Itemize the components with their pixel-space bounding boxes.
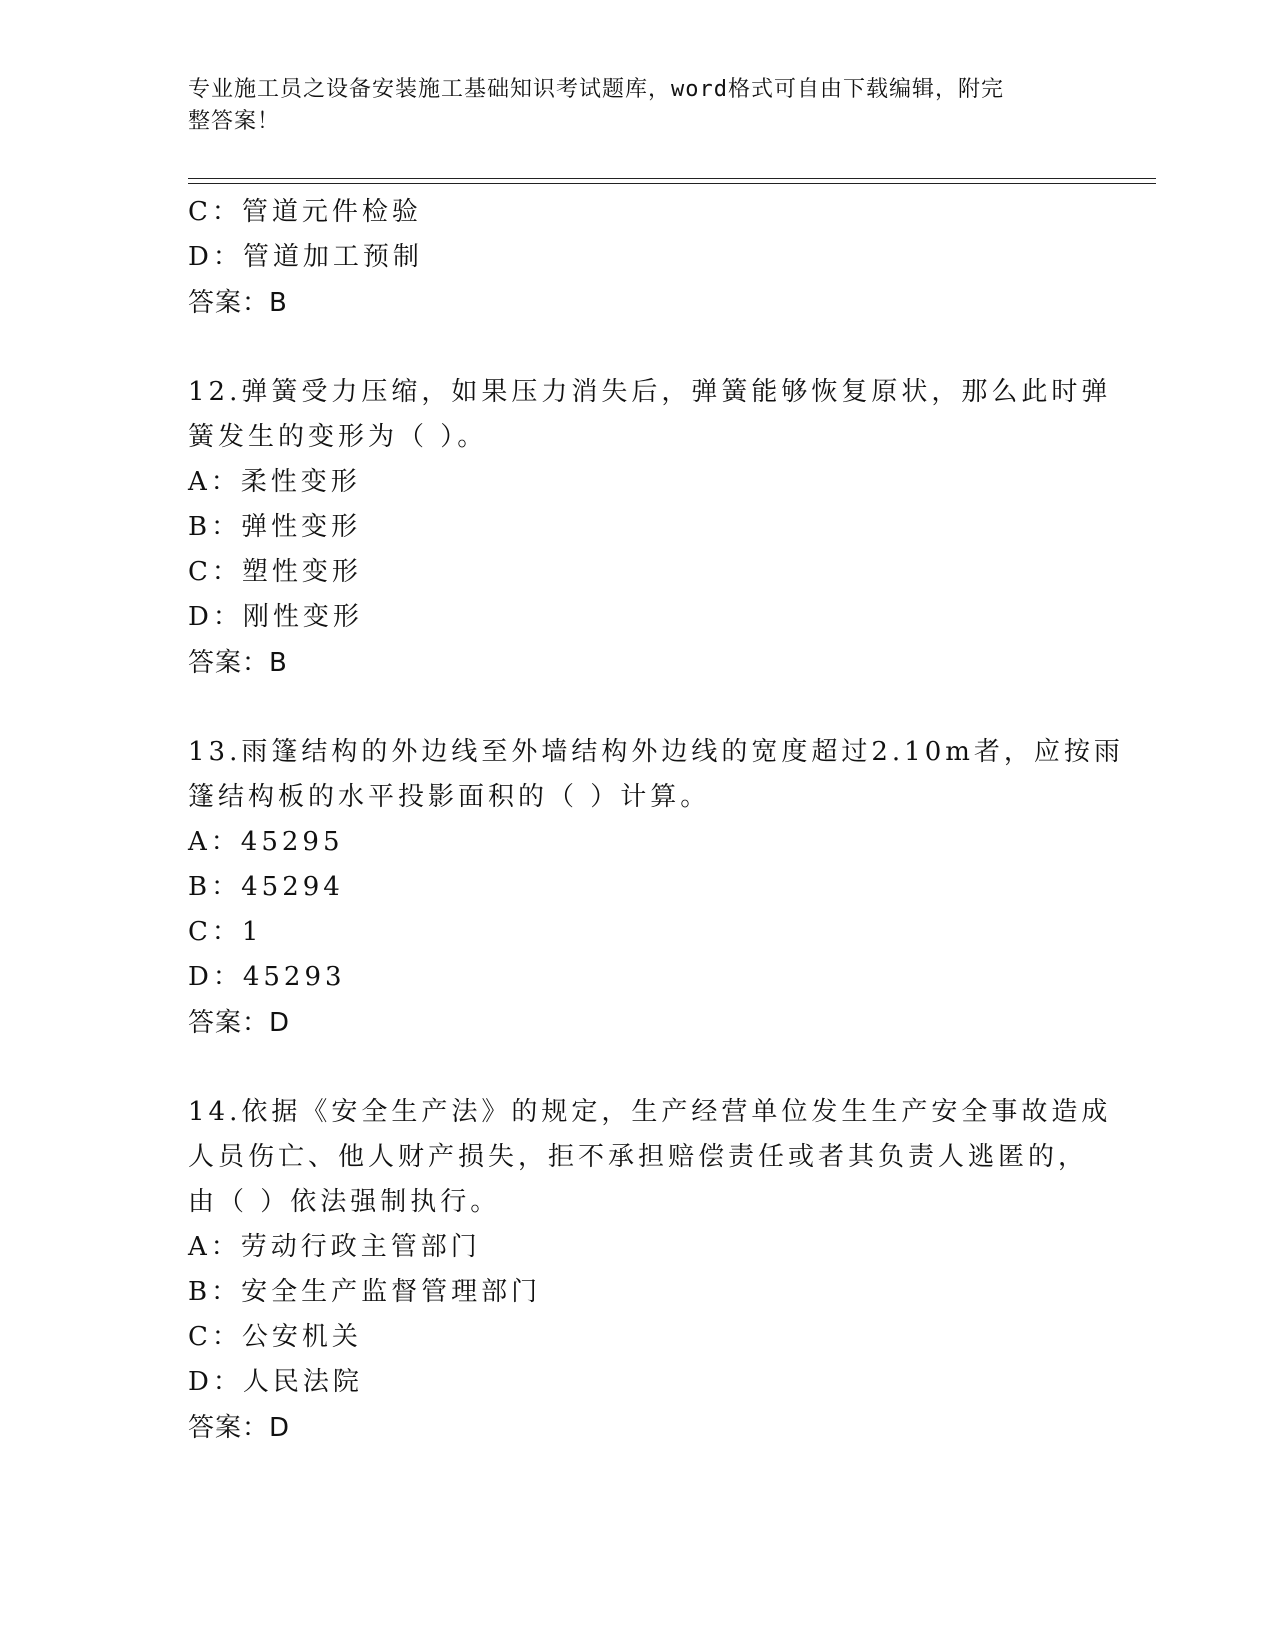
option-b: B：安全生产监督管理部门 bbox=[188, 1277, 542, 1307]
header-divider-bottom bbox=[188, 183, 1156, 184]
question-stem: 14.依据《安全生产法》的规定，生产经营单位发生生产安全事故造成 bbox=[188, 1097, 1112, 1127]
option-c: C：1 bbox=[188, 917, 263, 947]
question-stem: 簧发生的变形为（ ）。 bbox=[188, 422, 488, 452]
question-stem: 12.弹簧受力压缩，如果压力消失后，弹簧能够恢复原状，那么此时弹 bbox=[188, 377, 1112, 407]
answer-line: 答案：B bbox=[188, 288, 288, 318]
option-a: A：45295 bbox=[188, 827, 344, 857]
option-a: A：劳动行政主管部门 bbox=[188, 1232, 481, 1262]
answer-line: 答案：D bbox=[188, 1413, 291, 1443]
answer-line: 答案：B bbox=[188, 648, 288, 678]
option-d: D：管道加工预制 bbox=[188, 242, 423, 272]
header-line-1: 专业施工员之设备安装施工基础知识考试题库，word格式可自由下载编辑，附完 bbox=[188, 77, 1004, 102]
answer-line: 答案：D bbox=[188, 1008, 291, 1038]
question-stem: 篷结构板的水平投影面积的（ ）计算。 bbox=[188, 782, 711, 812]
option-a: A：柔性变形 bbox=[188, 467, 361, 497]
question-list bbox=[188, 190, 1124, 1451]
option-c: C：管道元件检验 bbox=[188, 197, 422, 227]
question-stem: 13.雨篷结构的外边线至外墙结构外边线的宽度超过2.10m者，应按雨 bbox=[188, 737, 1124, 767]
option-c: C：塑性变形 bbox=[188, 557, 362, 587]
question-14 bbox=[188, 1090, 1112, 1451]
option-c: C：公安机关 bbox=[188, 1322, 362, 1352]
question-stem: 由（ ）依法强制执行。 bbox=[188, 1187, 501, 1217]
option-d: D：45293 bbox=[188, 962, 346, 992]
header-line-2: 整答案！ bbox=[188, 109, 281, 134]
header-divider-top bbox=[188, 178, 1156, 179]
question-12 bbox=[188, 370, 1112, 686]
document-header bbox=[188, 74, 1068, 138]
option-d: D：刚性变形 bbox=[188, 602, 363, 632]
question-11-tail bbox=[188, 190, 1088, 326]
option-d: D：人民法院 bbox=[188, 1367, 363, 1397]
option-b: B：弹性变形 bbox=[188, 512, 362, 542]
option-b: B：45294 bbox=[188, 872, 344, 902]
question-stem: 人员伤亡、他人财产损失，拒不承担赔偿责任或者其负责人逃匿的， bbox=[188, 1142, 1089, 1172]
question-13 bbox=[188, 730, 1124, 1046]
